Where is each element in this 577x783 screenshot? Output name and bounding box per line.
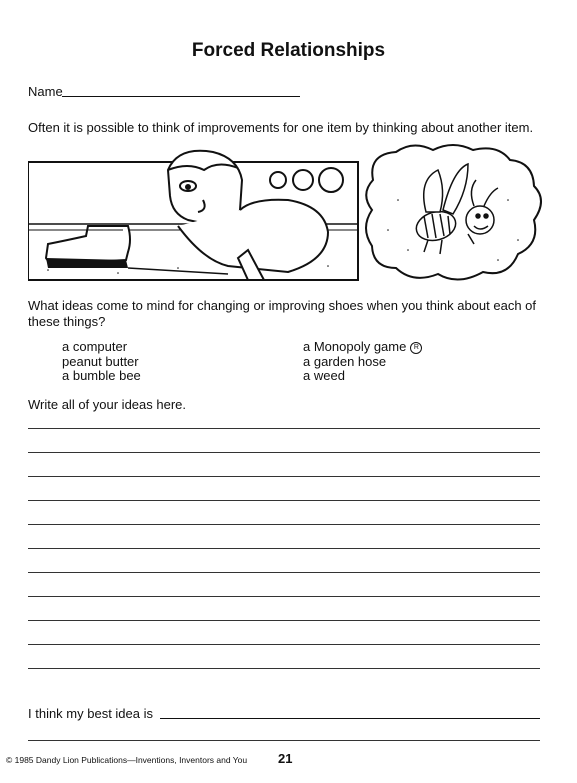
answer-line[interactable] [28, 644, 540, 645]
answer-line[interactable] [28, 500, 540, 501]
question-text: What ideas come to mind for changing or improving shoes when you think about each of these things? [28, 298, 537, 329]
list-item: a computer [62, 339, 128, 354]
write-prompt: Write all of your ideas here. [28, 397, 186, 412]
page-number: 21 [278, 751, 293, 766]
answer-line[interactable] [28, 596, 540, 597]
list-item: a Monopoly game R [303, 340, 422, 355]
illustration [28, 140, 548, 290]
thought-bubbles [270, 168, 343, 192]
list-item: a weed [303, 368, 345, 383]
best-idea-field[interactable] [160, 718, 540, 719]
answer-line[interactable] [28, 476, 540, 477]
name-label: Name [28, 84, 63, 99]
list-item: a bumble bee [62, 368, 141, 383]
list-item: a garden hose [303, 353, 387, 369]
page-title: Forced Relationships [191, 40, 386, 61]
copyright-footer: © 1985 Dandy Lion Publications—Inventions, Inventors and You [6, 755, 248, 765]
intro-text: Often it is possible to think of improvements for one item by thinking about another item. [28, 120, 534, 135]
items-right [303, 340, 422, 384]
answer-line[interactable] [28, 740, 540, 741]
answer-line[interactable] [28, 548, 540, 549]
answer-line[interactable] [28, 572, 540, 573]
name-field[interactable] [62, 96, 300, 97]
answer-line[interactable] [28, 620, 540, 621]
list-item: peanut butter [62, 353, 139, 369]
answer-line[interactable] [28, 428, 540, 429]
answer-line[interactable] [28, 452, 540, 453]
answer-line[interactable] [28, 524, 540, 525]
items-left [62, 340, 141, 384]
registered-mark-icon: R [410, 342, 422, 354]
best-idea-label: I think my best idea is [28, 706, 153, 721]
answer-line[interactable] [28, 668, 540, 669]
